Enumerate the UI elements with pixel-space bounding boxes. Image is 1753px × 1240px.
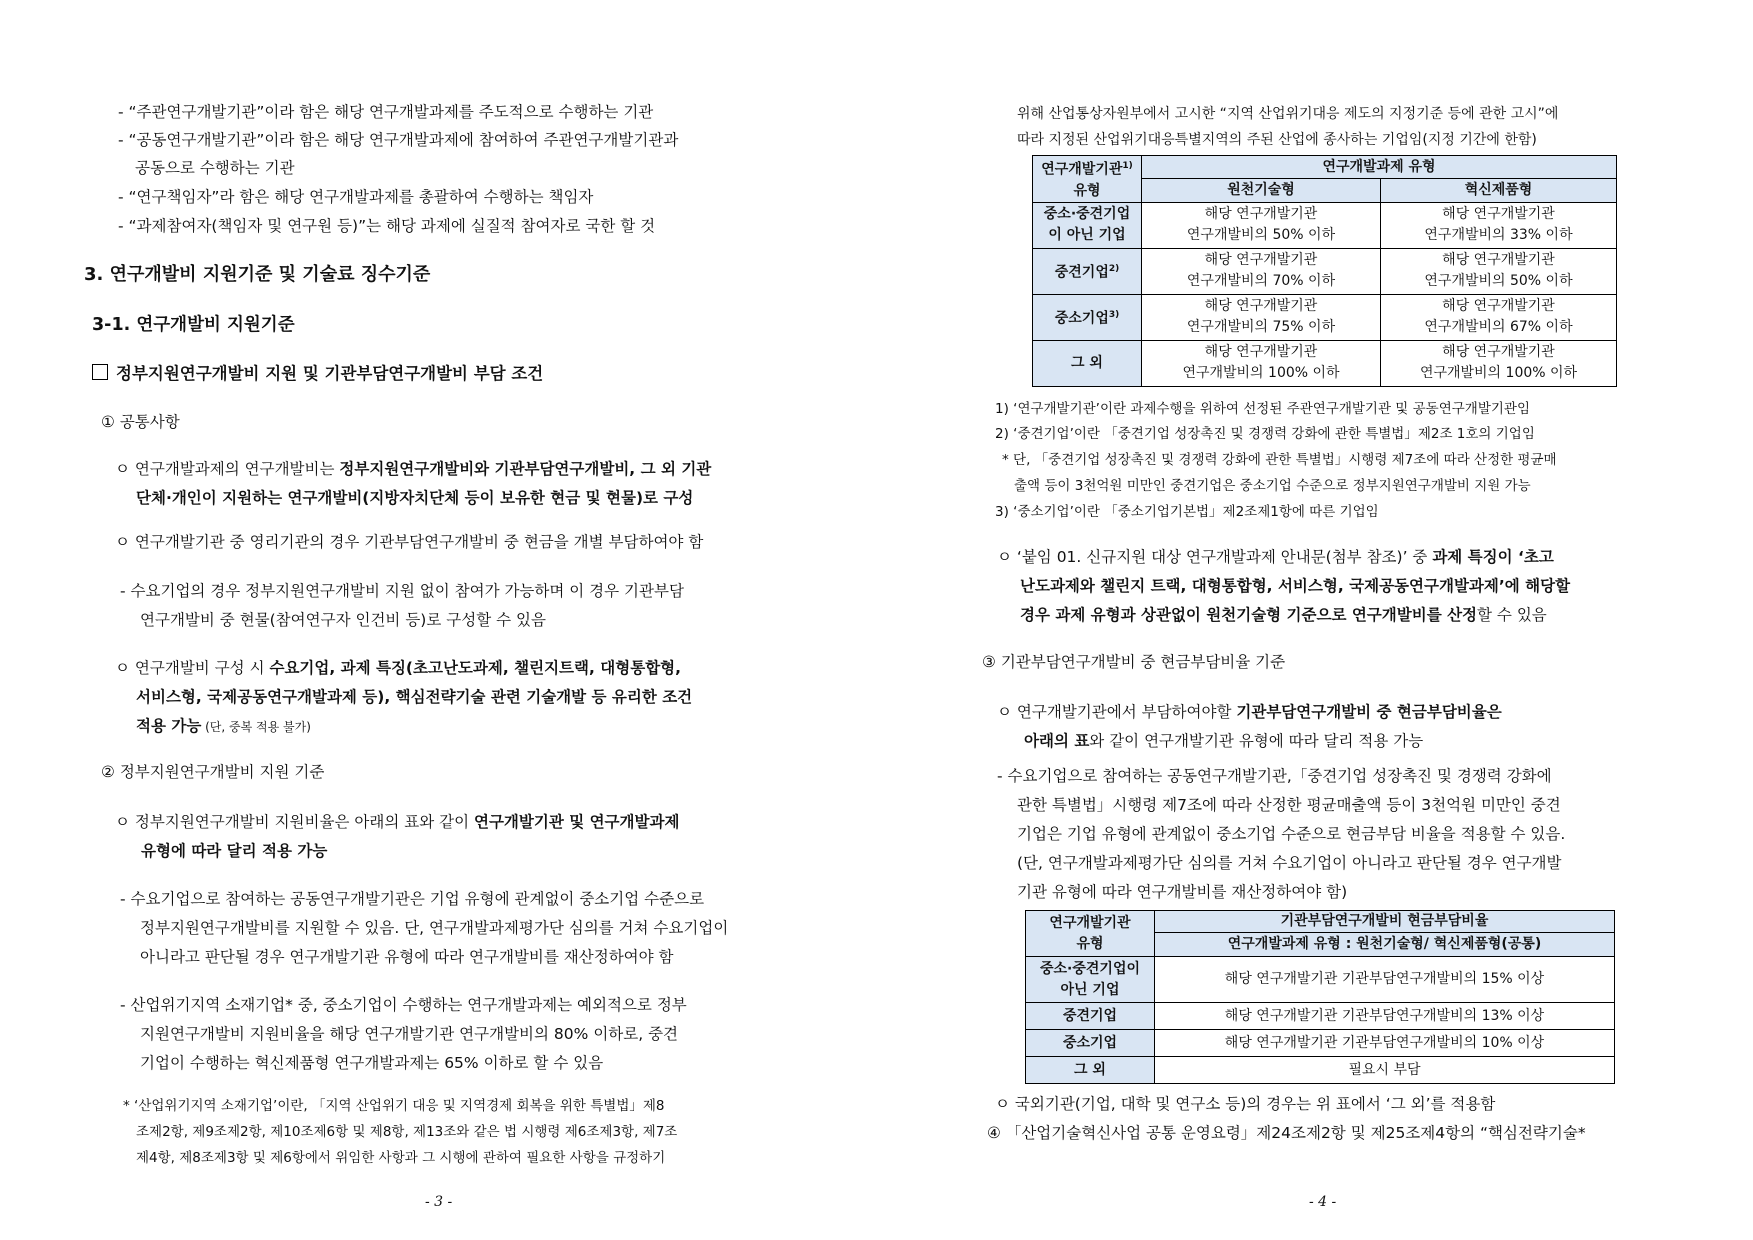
para-demand-firm: - 수요기업의 경우 정부지원연구개발비 지원 없이 참여가 가능하며 이 경우 기관부담 bbox=[120, 582, 684, 600]
page-number: - 4 - bbox=[1309, 1194, 1337, 1210]
para-advantage-note: (단, 중복 적용 불가) bbox=[201, 720, 311, 734]
t1-header-task: 연구개발과제 유형 bbox=[1142, 156, 1617, 179]
t1-header-col1: 원천기술형 bbox=[1142, 179, 1381, 202]
t2-cell: 필요시 부담 bbox=[1155, 1057, 1615, 1084]
box-heading-text: 정부지원연구개발비 지원 및 기관부담연구개발비 부담 조건 bbox=[116, 364, 544, 383]
t2-cell: 해당 연구개발기관 기관부담연구개발비의 15% 이상 bbox=[1155, 957, 1615, 1003]
note-3: 3) ‘중소기업’이란 「중소기업기본법」제2조제1항에 따른 기업임 bbox=[995, 504, 1379, 520]
para-crisis-region-b: 지원연구개발비 지원비율을 해당 연구개발기관 연구개발비의 80% 이하로, 중견 bbox=[140, 1025, 679, 1043]
para-composition-bold: 정부지원연구개발비와 기관부담연구개발비, 그 외 기관 bbox=[339, 460, 712, 478]
footnote-crisis-b: 조제2항, 제9조제2항, 제10조제6항 및 제8항, 제13조와 같은 법 시행령 제6조제3항, 제7조 bbox=[136, 1124, 678, 1140]
para-cash-ratio-pre: ㅇ 연구개발기관에서 부담하여야할 bbox=[997, 703, 1237, 721]
t2-header-org: 연구개발기관 유형 bbox=[1026, 911, 1155, 957]
para-crisis-region-c: 기업이 수행하는 혁신제품형 연구개발과제는 65% 이하로 할 수 있음 bbox=[140, 1054, 604, 1072]
note-2-sub: * 단, 「중견기업 성장촉진 및 경쟁력 강화에 관한 특별법」시행령 제7조에 따라 산정한 평균매 bbox=[1002, 452, 1557, 468]
para-demand-cash-d: (단, 연구개발과제평가단 심의를 거쳐 수요기업이 아니라고 판단될 경우 연구개발 bbox=[1017, 854, 1562, 872]
para-demand-cash-e: 기관 유형에 따라 연구개발비를 재산정하여야 함) bbox=[1017, 883, 1348, 901]
gov-support-heading: ② 정부지원연구개발비 지원 기준 bbox=[101, 763, 325, 781]
para-demand-joint-b: 정부지원연구개발비를 지원할 수 있음. 단, 연구개발과제평가단 심의를 거쳐 수요기업이 bbox=[140, 919, 729, 937]
para-demand-firm-cont: 연구개발비 중 현물(참여연구자 인건비 등)로 구성할 수 있음 bbox=[140, 611, 546, 629]
t2-row-label: 중견기업 bbox=[1026, 1003, 1155, 1030]
def-joint-institution: - “공동연구개발기관”이라 함은 해당 연구개발과제에 참여하여 주관연구개발기관과 bbox=[118, 131, 679, 149]
t1-header-type: 유형 bbox=[1073, 182, 1101, 199]
para-attachment-tail: 할 수 있음 bbox=[1477, 606, 1547, 624]
para-advantage-bold: 수요기업, 과제 특징(초고난도과제, 챌린지트랙, 대형통합형, bbox=[269, 659, 682, 677]
t1-cell: 해당 연구개발기관 연구개발비의 67% 이하 bbox=[1381, 294, 1617, 340]
t2-row-label: 그 외 bbox=[1026, 1057, 1155, 1084]
t2-header-sub: 연구개발과제 유형 : 원천기술형/ 혁신제품형(공통) bbox=[1155, 933, 1615, 957]
para-cash-ratio bbox=[997, 698, 1502, 727]
para-demand-cash-b: 관한 특별법」시행령 제7조에 따라 산정한 평균매출액 등이 3천억원 미만인 중견 bbox=[1017, 796, 1561, 814]
para-attachment-cont: 난도과제와 챌린지 트랙, 대형통합형, 서비스형, 국제공동연구개발과제’에 해당할 bbox=[1020, 577, 1571, 595]
para-composition-pre: ㅇ 연구개발과제의 연구개발비는 bbox=[115, 460, 340, 478]
note-2: 2) ‘중견기업’이란 「중견기업 성장촉진 및 경쟁력 강화에 관한 특별법」제2조 1호의 기업임 bbox=[995, 426, 1535, 442]
note-2-sub-b: 출액 등이 3천억원 미만인 중견기업은 중소기업 수준으로 정부지원연구개발비 지원 가능 bbox=[1014, 478, 1531, 494]
para-advantage-end bbox=[136, 712, 311, 742]
top-cont-a: 위해 산업통상자원부에서 고시한 “지역 산업위기대응 제도의 지정기준 등에 관한 고시”에 bbox=[1017, 106, 1559, 122]
t1-header-col2: 혁신제품형 bbox=[1381, 179, 1617, 202]
para-demand-cash: - 수요기업으로 참여하는 공동연구개발기관,「중견기업 성장촉진 및 경쟁력 강화에 bbox=[997, 767, 1552, 785]
t1-cell: 해당 연구개발기관 연구개발비의 75% 이하 bbox=[1142, 294, 1381, 340]
para-foreign: ㅇ 국외기관(기업, 대학 및 연구소 등)의 경우는 위 표에서 ‘그 외’를 적용함 bbox=[995, 1095, 1496, 1113]
para-advantage-end-bold: 적용 가능 bbox=[136, 717, 202, 735]
core-strategic-heading: ④ 「산업기술혁신사업 공통 운영요령」제24조제2항 및 제25조제4항의 “핵심전략기술* bbox=[987, 1124, 1586, 1142]
t2-cell: 해당 연구개발기관 기관부담연구개발비의 10% 이상 bbox=[1155, 1030, 1615, 1057]
t1-header-org bbox=[1033, 156, 1142, 203]
para-advantage-cont: 서비스형, 국제공동연구개발과제 등), 핵심전략기술 관련 기술개발 등 유리한 조건 bbox=[136, 688, 693, 706]
para-demand-cash-c: 기업은 기업 유형에 관계없이 중소기업 수준으로 현금부담 비율을 적용할 수 있음. bbox=[1017, 825, 1566, 843]
para-support-ratio-bold: 연구개발기관 및 연구개발과제 bbox=[473, 813, 680, 831]
common-items-heading: ① 공통사항 bbox=[101, 413, 180, 431]
para-profit-cash: ㅇ 연구개발기관 중 영리기관의 경우 기관부담연구개발비 중 현금을 개별 부담하여야 함 bbox=[115, 533, 704, 551]
checkbox-square-icon bbox=[92, 364, 108, 380]
left-page bbox=[0, 0, 876, 1240]
t2-row bbox=[1026, 1057, 1615, 1084]
t1-cell: 해당 연구개발기관 연구개발비의 100% 이하 bbox=[1142, 340, 1381, 386]
para-crisis-region: - 산업위기지역 소재기업* 중, 중소기업이 수행하는 연구개발과제는 예외적으로 정부 bbox=[120, 996, 687, 1014]
t1-row-label: 중견기업$^{2)}$ bbox=[1033, 248, 1142, 294]
t2-cell: 해당 연구개발기관 기관부담연구개발비의 13% 이상 bbox=[1155, 1003, 1615, 1030]
t1-cell: 해당 연구개발기관 연구개발비의 33% 이하 bbox=[1381, 202, 1617, 248]
para-cash-ratio-cont-bold: 아래의 표 bbox=[1024, 732, 1090, 750]
para-support-ratio bbox=[115, 808, 679, 837]
t1-cell: 해당 연구개발기관 연구개발비의 50% 이하 bbox=[1142, 202, 1381, 248]
t2-row-label: 중소기업 bbox=[1026, 1030, 1155, 1057]
t1-row bbox=[1033, 248, 1617, 294]
para-attachment-end bbox=[1020, 601, 1547, 630]
footnote-crisis: * ‘산업위기지역 소재기업’이란, 「지역 산업위기 대응 및 지역경제 회복을 위한 특별법」제8 bbox=[123, 1098, 665, 1114]
t1-cell: 해당 연구개발기관 연구개발비의 70% 이하 bbox=[1142, 248, 1381, 294]
t2-header-main: 기관부담연구개발비 현금부담비율 bbox=[1155, 911, 1615, 933]
support-ratio-table bbox=[1032, 155, 1617, 387]
t1-cell: 해당 연구개발기관 연구개발비의 50% 이하 bbox=[1381, 248, 1617, 294]
para-attachment-bold: 과제 특징이 ‘초고 bbox=[1432, 548, 1554, 566]
def-lead-institution: - “주관연구개발기관”이라 함은 해당 연구개발과제를 주도적으로 수행하는 기관 bbox=[118, 103, 654, 121]
para-composition-cont: 단체·개인이 지원하는 연구개발비(지방자치단체 등이 보유한 현금 및 현물)로 구성 bbox=[136, 489, 694, 507]
t1-header-org-sup: 1) bbox=[1122, 161, 1133, 171]
t1-header-org-label: 연구개발기관 bbox=[1041, 161, 1123, 178]
note-1: 1) ‘연구개발기관’이란 과제수행을 위하여 선정된 주관연구개발기관 및 공동연구개발기관임 bbox=[995, 401, 1530, 417]
para-cash-ratio-tail: 와 같이 연구개발기관 유형에 따라 달리 적용 가능 bbox=[1089, 732, 1424, 750]
t1-row bbox=[1033, 294, 1617, 340]
t2-row bbox=[1026, 957, 1615, 1003]
footnote-crisis-c: 제4항, 제8조제3항 및 제6항에서 위임한 사항과 그 시행에 관하여 필요한 사항을 규정하기 bbox=[136, 1150, 666, 1166]
section-heading: 3. 연구개발비 지원기준 및 기술료 징수기준 bbox=[84, 264, 431, 285]
def-principal-investigator: - “연구책임자”라 함은 해당 연구개발과제를 총괄하여 수행하는 책임자 bbox=[118, 188, 594, 206]
para-attachment bbox=[997, 543, 1554, 572]
para-support-ratio-cont: 유형에 따라 달리 적용 가능 bbox=[141, 842, 328, 860]
t2-row-label: 중소·중견기업이 아닌 기업 bbox=[1026, 957, 1155, 1003]
para-advantage bbox=[115, 654, 681, 683]
t1-cell: 해당 연구개발기관 연구개발비의 100% 이하 bbox=[1381, 340, 1617, 386]
right-page bbox=[877, 0, 1753, 1240]
def-joint-institution-cont: 공동으로 수행하는 기관 bbox=[135, 159, 295, 177]
para-cash-ratio-cont bbox=[1024, 727, 1423, 756]
para-support-ratio-pre: ㅇ 정부지원연구개발비 지원비율은 아래의 표와 같이 bbox=[115, 813, 474, 831]
t1-row-label: 중소기업$^{3)}$ bbox=[1033, 294, 1142, 340]
para-demand-joint: - 수요기업으로 참여하는 공동연구개발기관은 기업 유형에 관계없이 중소기업 수준으로 bbox=[120, 890, 705, 908]
para-demand-joint-c: 아니라고 판단될 경우 연구개발기관 유형에 따라 연구개발비를 재산정하여야 함 bbox=[140, 948, 674, 966]
para-attachment-pre: ㅇ ‘붙임 01. 신규지원 대상 연구개발과제 안내문(첨부 참조)’ 중 bbox=[997, 548, 1433, 566]
para-composition bbox=[115, 455, 711, 484]
box-heading bbox=[92, 359, 543, 388]
para-attachment-end-bold: 경우 과제 유형과 상관없이 원천기술형 기준으로 연구개발비를 산정 bbox=[1020, 606, 1478, 624]
cash-ratio-heading: ③ 기관부담연구개발비 중 현금부담비율 기준 bbox=[982, 653, 1286, 671]
subsection-heading: 3-1. 연구개발비 지원기준 bbox=[92, 315, 295, 335]
top-cont-b: 따라 지정된 산업위기대응특별지역의 주된 산업에 종사하는 기업임(지정 기간에 한함) bbox=[1017, 132, 1537, 148]
t2-row bbox=[1026, 1003, 1615, 1030]
t2-row bbox=[1026, 1030, 1615, 1057]
def-participants: - “과제참여자(책임자 및 연구원 등)”는 해당 과제에 실질적 참여자로 국한 할 것 bbox=[118, 217, 656, 235]
t1-row bbox=[1033, 202, 1617, 248]
page-number: - 3 - bbox=[425, 1194, 453, 1210]
cash-ratio-table bbox=[1025, 910, 1615, 1084]
para-advantage-pre: ㅇ 연구개발비 구성 시 bbox=[115, 659, 270, 677]
t1-row-label: 그 외 bbox=[1033, 340, 1142, 386]
t1-row bbox=[1033, 340, 1617, 386]
t1-row-label: 중소·중견기업 이 아닌 기업 bbox=[1033, 202, 1142, 248]
para-cash-ratio-bold: 기관부담연구개발비 중 현금부담비율은 bbox=[1236, 703, 1502, 721]
